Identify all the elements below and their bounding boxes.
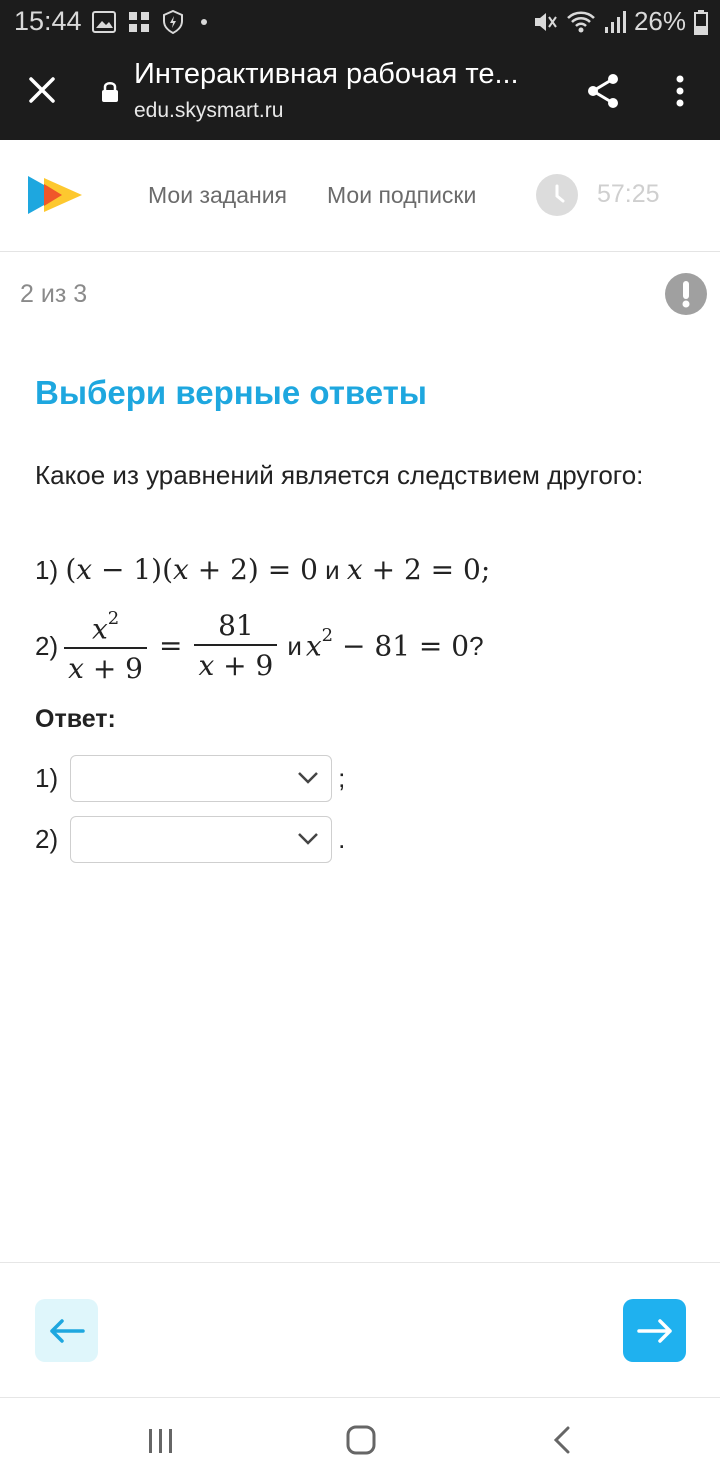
item-2-conjunction: и: [287, 630, 302, 661]
previous-task-button[interactable]: [35, 1299, 98, 1362]
wifi-icon: [566, 9, 596, 35]
item-2-end: ?: [469, 630, 484, 661]
equation-item-2: [35, 604, 484, 688]
answer-2-select[interactable]: [70, 816, 332, 863]
nav-my-subscriptions[interactable]: Мои подписки: [327, 182, 477, 208]
item-2-prefix: 2): [35, 630, 59, 661]
skysmart-logo-icon[interactable]: [26, 174, 84, 216]
mute-icon: [532, 9, 558, 35]
answer-row-2: [35, 816, 345, 863]
signal-icon: [604, 9, 626, 35]
status-icons-right: [532, 6, 708, 37]
recent-apps-icon[interactable]: [147, 1428, 175, 1454]
battery-icon: [694, 9, 708, 35]
arrow-left-icon: [49, 1318, 85, 1344]
close-icon: [28, 76, 56, 104]
chevron-down-icon: [297, 770, 319, 786]
share-icon: [584, 72, 622, 110]
arrow-right-icon: [637, 1318, 673, 1344]
clock-icon: [536, 174, 578, 216]
next-task-button[interactable]: [623, 1299, 686, 1362]
equation-1b: x + 2 = 0;: [346, 553, 491, 586]
android-navigation-bar: [0, 1397, 720, 1480]
app-header: [0, 140, 720, 252]
equation-item-1: [35, 553, 490, 586]
timer: 57:25: [597, 180, 660, 208]
equation-2b: $x^2 - 81 = 0$: [305, 625, 470, 663]
dot-icon: [196, 11, 212, 33]
back-icon[interactable]: [552, 1426, 572, 1454]
answer-2-label: 2): [35, 824, 59, 854]
status-bar: [0, 0, 720, 44]
answer-1-suffix: ;: [338, 763, 346, 793]
task-progress: 2 из 3: [20, 280, 88, 308]
page-url: edu.skysmart.ru: [134, 99, 284, 122]
task-heading: Выбери верные ответы: [35, 374, 427, 411]
shield-icon: [162, 10, 184, 34]
answer-2-suffix: .: [338, 824, 346, 854]
fraction-left: $\frac{x^2}{x + 9}$: [64, 605, 147, 687]
more-menu-button[interactable]: [668, 74, 692, 113]
answer-row-1: [35, 755, 345, 802]
lock-icon: [100, 80, 120, 104]
item-1-prefix: 1): [35, 555, 59, 585]
nav-my-tasks[interactable]: Мои задания: [148, 182, 287, 208]
status-time: 15:44: [14, 6, 82, 36]
page-title: Интерактивная рабочая те...: [134, 58, 519, 90]
apps-icon: [128, 11, 150, 33]
item-1-conjunction: и: [325, 555, 340, 585]
status-icons-left: [92, 10, 212, 34]
exclamation-icon: [681, 280, 691, 308]
share-button[interactable]: [584, 72, 622, 115]
fraction-right: $\frac{81}{x + 9}$: [194, 608, 277, 684]
chevron-down-icon: [297, 831, 319, 847]
close-button[interactable]: [22, 70, 62, 110]
image-icon: [92, 11, 116, 33]
equation-2a: $\frac{x^2}{x + 9}$ = $\frac{81}{x + 9}$: [58, 605, 283, 687]
battery-percent: 26%: [633, 6, 686, 36]
question-text: Какое из уравнений является следствием другого:: [35, 460, 644, 490]
home-icon[interactable]: [346, 1425, 376, 1455]
answer-1-select[interactable]: [70, 755, 332, 802]
answer-label: Ответ:: [35, 705, 116, 733]
equation-1a: (x − 1)(x + 2) = 0: [65, 553, 318, 586]
browser-toolbar: [0, 44, 720, 140]
answer-1-label: 1): [35, 763, 59, 793]
report-button[interactable]: [665, 273, 707, 315]
more-vert-icon: [668, 74, 692, 108]
bottom-divider: [0, 1262, 720, 1263]
